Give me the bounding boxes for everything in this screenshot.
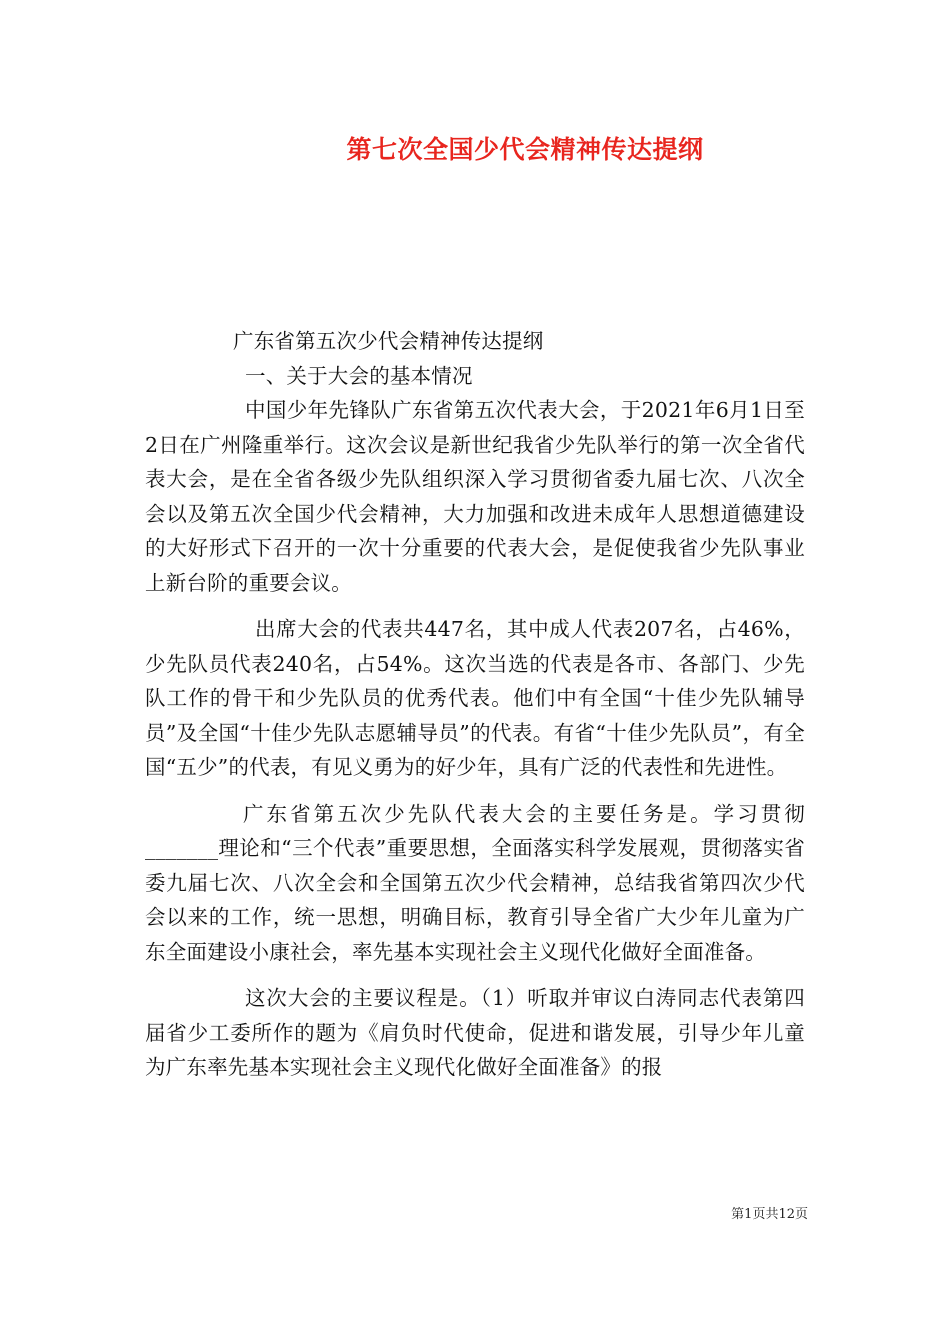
document-subtitle: 广东省第五次少代会精神传达提纲 xyxy=(233,329,544,353)
paragraph-attendees: 出席大会的代表共447名，其中成人代表207名，占46%，少先队员代表240名，占54%。这次当选的代表是各市、各部门、少先队工作的骨干和少先队员的优秀代表。他们中有全国“十佳少先队辅导员”及全国“十佳少先队志愿辅导员”的代表。有省“十佳少先队员”，有全国“五少”的代表，有见义勇为的好少年，具有广泛的代表性和先进性。 xyxy=(145,617,805,779)
paragraph-tasks: 广东省第五次少先队代表大会的主要任务是。学习贯彻_______理论和“三个代表”重要思想，全面落实科学发展观，贯彻落实省委九届七次、八次全会和全国第五次少代会精神，总结我省第四次少代会以来的工作，统一思想，明确目标，教育引导全省广大少年儿童为广东全面建设小康社会，率先基本实现社会主义现代化做好全面准备。 xyxy=(145,801,805,964)
section-heading: 一、关于大会的基本情况 xyxy=(245,363,473,388)
document-body xyxy=(145,324,805,1085)
page-title: 第七次全国少代会精神传达提纲 xyxy=(346,135,704,164)
page-number-footer: 第1页共12页 xyxy=(731,1207,808,1222)
paragraph-agenda: 这次大会的主要议程是。（1）听取并审议白涛同志代表第四届省少工委所作的题为《肩负时代使命，促进和谐发展，引导少年儿童为广东率先基本实现社会主义现代化做好全面准备》的报 xyxy=(145,986,805,1079)
paragraph-intro: 中国少年先锋队广东省第五次代表大会，于2021年6月1日至2日在广州隆重举行。这次会议是新世纪我省少先队举行的第一次全省代表大会，是在全省各级少先队组织深入学习贯彻省委九届七次、八次全会以及第五次全国少代会精神，大力加强和改进未成年人思想道德建设的大好形式下召开的一次十分重要的代表大会，是促使我省少先队事业上新台阶的重要会议。 xyxy=(145,398,805,595)
